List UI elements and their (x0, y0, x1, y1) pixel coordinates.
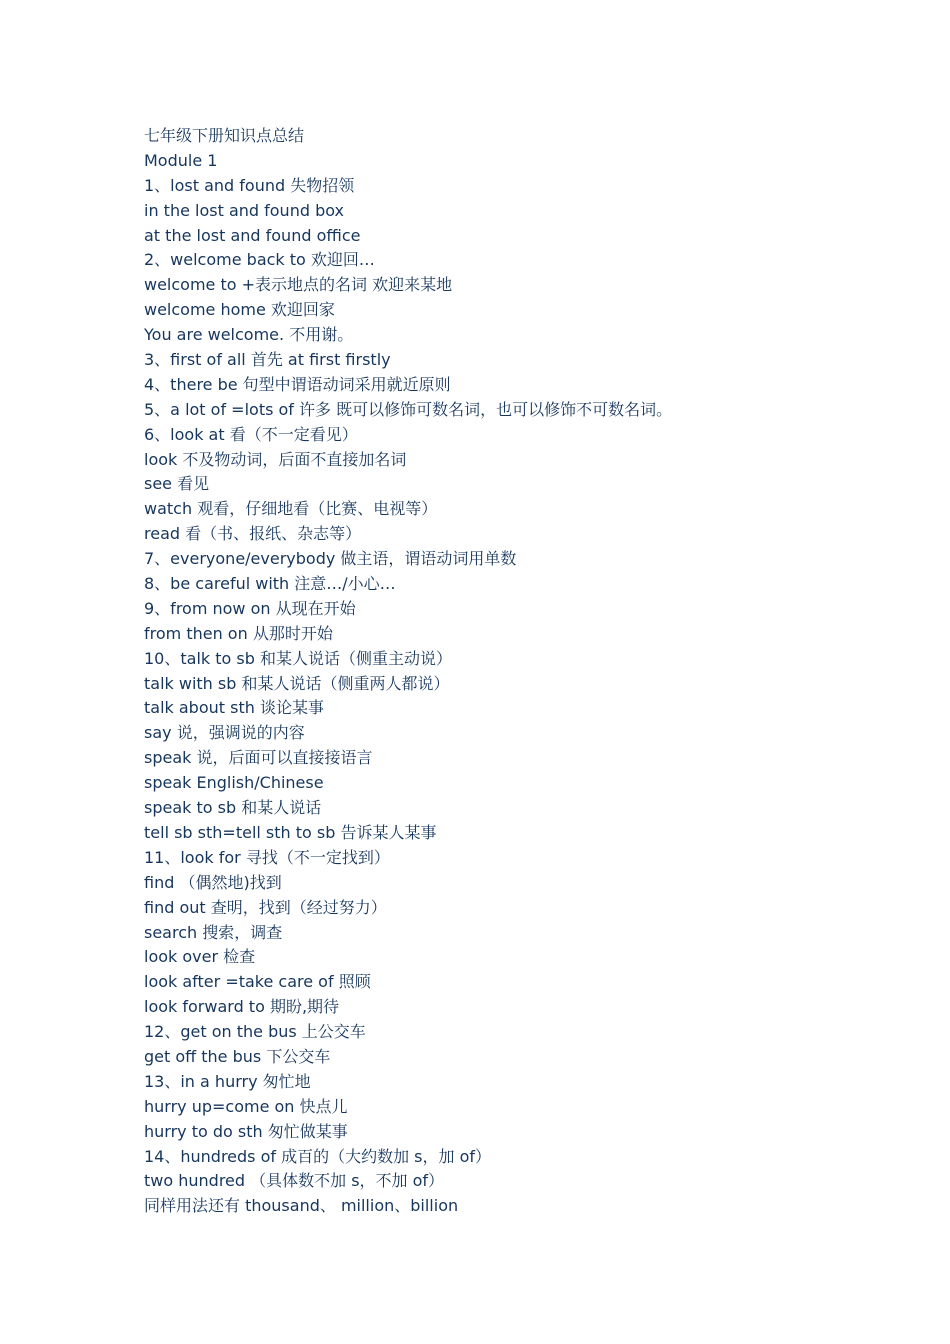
text-line: welcome to +表示地点的名词 欢迎来某地 (144, 275, 453, 295)
text-line: hurry to do sth 匆忙做某事 (144, 1121, 348, 1141)
text-line: find out 查明，找到（经过努力） (144, 897, 387, 917)
text-line: 5、a lot of =lots of 许多 既可以修饰可数名词，也可以修饰不可数名词。 (144, 399, 673, 419)
text-line: from then on 从那时开始 (144, 623, 333, 643)
text-line: 4、there be 句型中谓语动词采用就近原则 (144, 374, 451, 394)
text-line: 12、get on the bus 上公交车 (144, 1022, 366, 1042)
document-title: 七年级下册知识点总结 (144, 126, 305, 145)
module-heading: Module 1 (144, 150, 218, 170)
text-line: in the lost and found box (144, 200, 344, 220)
text-line: 14、hundreds of 成百的（大约数加 s，加 of） (144, 1146, 492, 1166)
text-line: tell sb sth=tell sth to sb 告诉某人某事 (144, 822, 437, 842)
text-line: at the lost and found office (144, 225, 361, 245)
text-line: get off the bus 下公交车 (144, 1046, 331, 1066)
text-line: find （偶然地)找到 (144, 872, 282, 892)
text-line: 1、lost and found 失物招领 (144, 175, 355, 195)
text-line: speak to sb 和某人说话 (144, 798, 322, 818)
text-line: 同样用法还有 thousand、 million、billion (144, 1196, 459, 1216)
text-line: hurry up=come on 快点儿 (144, 1096, 348, 1116)
text-line: read 看（书、报纸、杂志等） (144, 524, 362, 544)
text-line: say 说，强调说的内容 (144, 723, 305, 743)
text-line: welcome home 欢迎回家 (144, 300, 335, 320)
text-line: 7、everyone/everybody 做主语，谓语动词用单数 (144, 549, 517, 569)
text-line: 3、first of all 首先 at first firstly (144, 350, 391, 370)
text-line: look 不及物动词，后面不直接加名词 (144, 449, 407, 469)
text-line: 13、in a hurry 匆忙地 (144, 1071, 311, 1091)
document-page (144, 124, 904, 1219)
text-line: look over 检查 (144, 947, 256, 967)
text-line: see 看见 (144, 474, 210, 494)
text-line: 8、be careful with 注意…/小心… (144, 574, 396, 594)
text-line: You are welcome. 不用谢。 (144, 325, 354, 345)
text-line: 9、from now on 从现在开始 (144, 598, 356, 618)
text-line: two hundred （具体数不加 s，不加 of） (144, 1171, 445, 1191)
text-line: 6、look at 看（不一定看见） (144, 424, 358, 444)
text-line: talk about sth 谈论某事 (144, 698, 324, 718)
text-line: look forward to 期盼,期待 (144, 997, 340, 1017)
text-line: talk with sb 和某人说话（侧重两人都说） (144, 673, 450, 693)
text-line: 11、look for 寻找（不一定找到） (144, 847, 390, 867)
text-line: watch 观看，仔细地看（比赛、电视等） (144, 499, 438, 519)
text-line: speak 说，后面可以直接接语言 (144, 748, 373, 768)
text-line: search 搜索，调查 (144, 922, 283, 942)
text-line: look after =take care of 照顾 (144, 972, 371, 992)
text-line: 2、welcome back to 欢迎回… (144, 250, 375, 270)
text-line: 10、talk to sb 和某人说话（侧重主动说） (144, 648, 452, 668)
text-line: speak English/Chinese (144, 773, 324, 793)
